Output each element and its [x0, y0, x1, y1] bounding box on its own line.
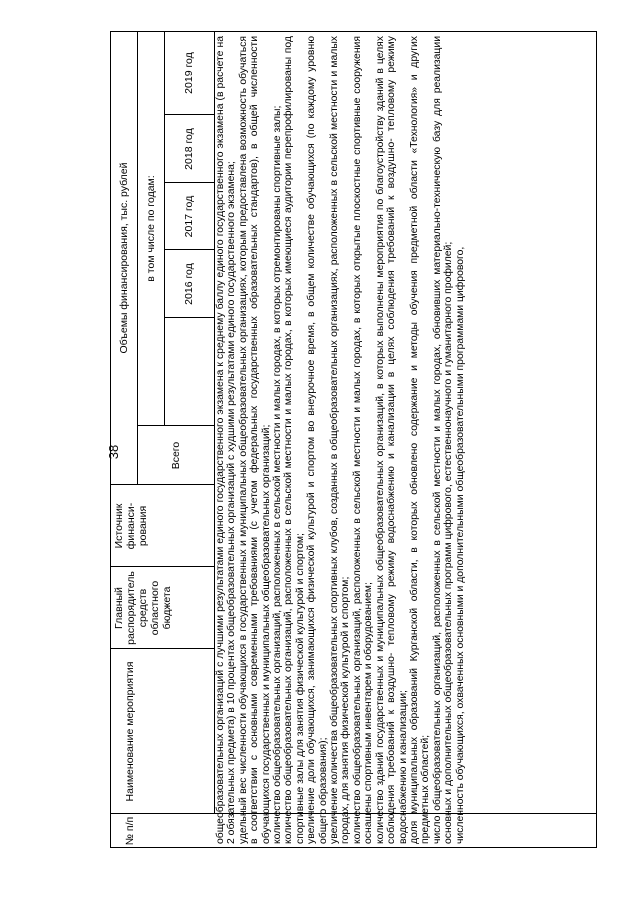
indicator-line: доля муниципальных образований Курганской области, в которых обновлено содержание и методы обучения предметной области «Технология» и других предметных областей;: [408, 36, 432, 844]
header-year: 2017 год: [183, 195, 195, 238]
header-distributor: Главный распорядитель средств областного бюджета: [113, 571, 173, 645]
indicators-text: [215, 36, 595, 844]
header-total: Всего: [169, 441, 182, 470]
page-number: 38: [106, 444, 121, 460]
header-year: 2019 год: [183, 52, 195, 94]
indicator-line: количество зданий государственных и муниципальных общеобразовательных организаций, в которых выполнены мероприятия по благоустройству зданий в целях соблюдения требований к воздушно- тепловому режиму водоснабжению и канализации в целях соблюдения требований к воздушно- тепловому режиму водоснабжению и канализации;: [374, 36, 409, 844]
indicator-line: увеличение доли обучающихся, занимающихся физической культурой и спортом во внеурочное время, в общем количестве обучающихся (по каждому уровню общего образования);: [306, 36, 329, 844]
indicator-line: число общеобразовательных организаций, расположенных в сельской местности и малых городах, обновивших материально-техническую базу для реализации основных и дополнительных общеобразовательных программ цифрового, естественнонаучного и гуманитарного профилей;: [431, 36, 455, 844]
header-num: № п/п: [124, 816, 136, 846]
header-year: 2018 год: [183, 128, 195, 170]
header-name: Наименование мероприятия: [124, 661, 136, 802]
header-source: Источник финанси-рования: [113, 502, 149, 550]
indicator-line: количество общеобразовательных организаций, расположенных в сельской местности и малых городах, в которых имеющиеся аудитории перепрофилированы под спортивные залы для занятия физической культурой и спортом;: [283, 36, 306, 844]
indicator-line: удельный вес численности обучающихся в государственных и муниципальных общеобразовательных организациях, которым предоставлена возможность обучаться в соответствии с основными современными требованиями (с учетом федеральных государственных образовательных стандартов), в общей численности обучающихся государственных и муниципальных общеобразовательных организаций;: [237, 36, 272, 844]
indicator-line: численность обучающихся, охваченных основными и дополнительными общеобразовательными программами цифрового,: [454, 246, 466, 844]
indicator-line: количество общеобразовательных организаций, расположенных в сельской местности и малых городах, в которых отремонтированы спортивные залы;: [272, 105, 284, 844]
indicator-line: общеобразовательных организаций с лучшими результатами единого государственного экзамена к среднему баллу единого государственного экзамена (в расчете на 2 обязательных предмета) в 10 процентах общеобразовательных организаций с худшими результатами единого государственного экзамена;: [215, 36, 238, 844]
rotated-table: [110, 31, 597, 848]
indicator-line: количество общеобразовательных организаций, расположенных в сельской местности и малых городах, в которых открытые плоскостные спортивные сооружения оснащены спортивным инвентарем и оборудованием;: [351, 36, 375, 844]
header-volumes: Объемы финансирования, тыс. рублей: [117, 162, 130, 354]
header-by-years: в том числе по годам:: [144, 175, 157, 282]
indicator-line: увеличение количества общеобразовательных спортивных клубов, созданных в общеобразовательных организациях, расположенных в сельской местности и малых городах, для занятия физической культурой и спортом;: [329, 36, 352, 844]
header-year: 2016 год: [183, 263, 195, 305]
